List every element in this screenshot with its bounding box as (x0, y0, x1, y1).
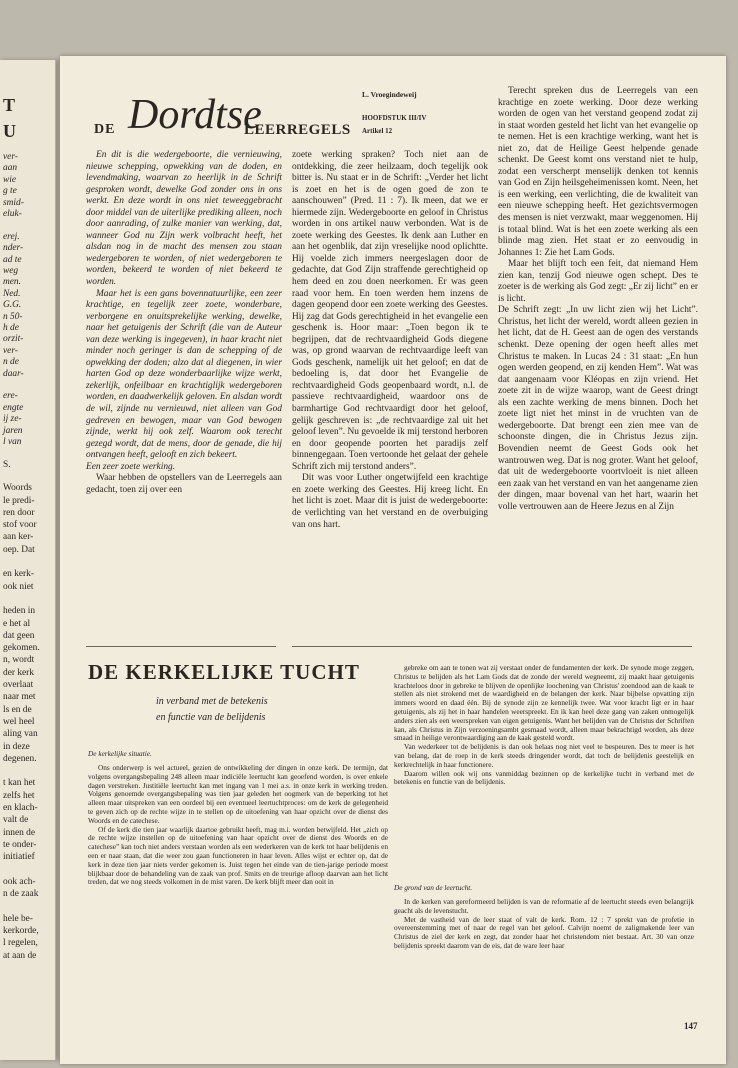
article1-col1 (86, 150, 282, 496)
prev-page-fragment: l regelen, (3, 938, 38, 949)
prev-page-fragment: ook niet (3, 581, 34, 592)
article1-col3 (498, 86, 698, 513)
prev-page-fragment: men. (3, 277, 21, 288)
article2-subtitle-1: in verband met de betekenis (156, 696, 268, 707)
prev-page-fragment: smid- (3, 197, 24, 208)
paragraph: Een zeer zoete werking. (86, 461, 176, 472)
prev-page-fragment: ver- (3, 152, 18, 162)
prev-page-fragment: jaren (3, 425, 23, 436)
paragraph: De Schrift zegt: „In uw licht zien wij het Licht”. Christus, het licht der wereld, wordt alleen gezien in het licht, dat de H. Geest aan de ogen des verstands schenkt. Deze opening der ogen heeft alles met Christus te maken. In Lucas 24 : 31 staat: „En hun ogen werden geopend, en zij kenden Hem”. Wat was dat aangenaam voor Kléopas en zijn vriend. Het zoete zit in de wijze waarop, want de Geest dringt als een zachte werking de mens binnen. Doch het zoete ligt niet het minst in de vruchten van de wedergeboorte. Dat brengt een zien mee van de schoonste dingen, die in Christus Jezus zijn. Bovendien neemt de Geest Gods ook het wantrouwen weg. Dat is nog groter. Want het geloof, dat uit de wedergeboorte voortvloeit is niet alleen een zaak van het verstand en van het aangename zien der dingen, maar bovenal van het hart, waarin het volle vertrouwen aan de Heere Jezus en al Zijn (498, 305, 698, 512)
divider-left (86, 646, 276, 647)
prev-page-fragment: Ned. (3, 288, 21, 299)
prev-page-fragment: le predi- (3, 495, 35, 506)
prev-page-fragment: initiatief (3, 852, 35, 863)
prev-page-fragment: n de zaak (3, 889, 39, 900)
prev-page-fragment: nder- (3, 243, 24, 254)
prev-page-fragment: l van (3, 437, 22, 447)
paragraph: Dit was voor Luther ongetwijfeld een krachtige en zoete werking des Geestes. Hij kreeg licht. En het licht is zoet. Maar dit is juist de wedergeboorte: de verlichting van het verstand en de overbuiging van ons hart. (292, 473, 488, 530)
prev-page-fragment: heden in (3, 606, 36, 617)
prev-page-fragment: te onder- (3, 839, 37, 850)
paragraph: gebreke om aan te tonen wat zij verstaat onder de fundamenten der kerk. De synode moge zeggen, Christus te belijden als het Lam Gods dat de zonde der wereld wegneemt, zij maakt haar getuigenis krachteloos door in gebreke te blijven de openlijke loochening van Christus' zoendood aan de kaak te stellen als niet strokend met de waardigheid en de belangen der kerk. Naar bijbelse opvatting zijn immers woord en daad één. Bij de synode zijn ze kennelijk twee. Wat voor kracht ligt er in haar getuigenis, als zij het in haar handelen weerspreekt. En ik kan heel deze gang van zaken onmogelijk anders zien als een weerspreken van eigen getuigenis. Want het belijden van de Christus der Schriften kan, als Christus in Zijn verzoeningsambt gesmaad wordt, alleen maar bekrachtigd worden, als deze smaad in heilige verontwaardiging aan de kaak gesteld wordt. (394, 663, 694, 743)
header-title-caps: LEERREGELS (244, 122, 351, 138)
prev-page-fragment: ook ach- (3, 876, 36, 887)
prev-page-fragment: ren door (3, 507, 35, 518)
article2-right-column (394, 664, 694, 787)
paragraph: Met de vastheid van de leer staat of valt de kerk. Rom. 12 : 7 sprekt van de profetie in overeenstemming met of naar de regel van het geloof. Calvijn noemt de zaligmakende leer van Christus de ziel der kerk en zegt, dat zonder haar het christendom niet bestaat. Art. 30 van onze belijdenis spreekt daarom van de eis, dat de ware leer haar (394, 914, 694, 950)
paragraph: Of de kerk die tien jaar waarlijk daartoe gebruikt heeft, mag m.i. worden betwijfeld. Het „zich op de rechte wijze instellen op de uitoefening van haar opzicht over de dienst des Woords en de catechese” kan toch niet anders verstaan worden als een wederkeren van de kerk tot haar belijdenis en een er naar staan, dat die weer zou gaan functioneren in haar leven. Alles wijst er echter op, dat de kerk in deze tien jaar niets verder gekomen is. Juist tegen het einde van de tien-jarige periode moest blijkbaar door de behandeling van de zaak van prof. Smits en de treurige afloop daarvan aan het licht treden, dat we nog steeds volkomen in de mist varen. De kerk blijft meer dan ooit in (88, 824, 388, 887)
prev-page-fragment: h de (3, 323, 19, 333)
prev-page-fragment: en kerk- (3, 569, 34, 580)
previous-page-edge (0, 60, 56, 1060)
header-title-script: Dordtse (128, 92, 262, 138)
prev-page-fragment: naar met (3, 692, 36, 703)
prev-page-fragment: wel heel (3, 716, 35, 727)
prev-page-fragment: at aan de (3, 950, 37, 961)
prev-page-fragment: innen de (3, 827, 36, 838)
prev-page-fragment: g te (3, 186, 17, 197)
prev-page-fragment: ad te (3, 254, 22, 265)
prev-page-fragment: orzit- (3, 334, 24, 345)
paragraph: Daarom willen ook wij ons vanmiddag bezinnen op de kerkelijke tucht in verband met de betekenis en functie van de belijdenis. (394, 768, 694, 787)
prev-page-fragment: in deze (3, 741, 30, 752)
article2-left-column (88, 764, 388, 887)
prev-page-fragment: n 50- (3, 311, 23, 322)
prev-page-fragment: ver- (3, 345, 18, 356)
prev-page-fragment: ij ze- (3, 414, 22, 425)
prev-page-fragment: en klach- (3, 803, 38, 813)
prev-page-fragment: hele be- (3, 913, 33, 924)
paragraph: Maar het blijft toch een feit, dat niemand Hem zien kan, tenzij God nieuwe ogen schept. Des te zoeter is de werking als God zegt: „Er zij licht” en er is licht. (498, 259, 698, 304)
paragraph: In de kerken van gereformeerd belijden is van de reformatie af de leertucht steeds even belangrijk geacht als de levenstucht. (394, 897, 694, 915)
prev-page-fragment: wie (3, 174, 17, 185)
prev-page-fragment: overlaat (3, 680, 34, 690)
prev-page-fragment: engte (3, 402, 24, 413)
article2-heading-grond: De grond van de leertucht. (394, 883, 473, 892)
prev-page-fragment: stof voor (3, 520, 37, 531)
prev-page-fragment: S. (3, 459, 11, 470)
prev-page-fragment: gekomen. (3, 643, 40, 654)
article2-title: DE KERKELIJKE TUCHT (88, 660, 360, 684)
prev-page-fragment: eluk- (3, 209, 22, 219)
article2-right-column-2 (394, 898, 694, 951)
header-author: L. Vroegindeweij (362, 90, 417, 99)
header-de: DE (94, 122, 116, 137)
prev-page-fragment: aan (3, 163, 18, 174)
article2-subtitle-2: en functie van de belijdenis (156, 712, 266, 723)
header-chapter: HOOFDSTUK III/IV (362, 114, 427, 122)
prev-page-fragment: ere- (3, 391, 18, 402)
prev-page-fragment: kerkorde, (3, 926, 39, 936)
prev-page-fragment: daar- (3, 368, 24, 379)
prev-page-fragment: erej. (3, 231, 20, 242)
prev-page-fragment: n de (3, 357, 19, 368)
paragraph: Ons onderwerp is wel actueel, gezien de ontwikkeling der dingen in onze kerk. De termijn, dat volgens overgangsbepaling 248 alleen maar indiciële leertucht kan geoefend worden, is over enkele dagen verstreken. Justitiële leertucht kan met ingang van 1 mei a.s. in onze kerk in werking treden. Volgens genoemde overgangsbepaling was tien jaar geleden het oogmerk van de beperking tot het alleen maar uitspreken van een oordeel bij een eventueel leertuchtproces: om de kerk de gelegenheid te geven zich op de rechte wijze in te stellen op de uitoefening van haar opzicht over de dienst des Woords en de catechese. (88, 763, 388, 825)
page-number: 147 (684, 1021, 698, 1031)
prev-page-fragment: valt de (3, 815, 29, 826)
prev-page-fragment: aan ker- (3, 532, 34, 543)
prev-page-fragment: aling van (3, 729, 38, 740)
page (60, 56, 726, 1064)
divider-right (292, 646, 692, 647)
prev-page-fragment: Woords (3, 483, 32, 494)
header-article: Artikel 12 (362, 127, 393, 135)
prev-page-fragment: T (3, 95, 16, 115)
prev-page-fragment: t kan het (3, 778, 36, 789)
prev-page-fragment: der kerk (3, 667, 34, 678)
prev-page-fragment: e het al (3, 618, 31, 629)
prev-page-fragment: zelfs het (3, 790, 35, 801)
prev-page-fragment: ls en de (3, 704, 32, 715)
article2-heading-situatie: De kerkelijke situatie. (88, 749, 152, 758)
prev-page-fragment: degenen. (3, 753, 37, 764)
paragraph: zoete werking spraken? Toch niet aan de ontdekking, die zeer heilzaam, doch tegelijk ook bitter is. Nu staat er in de Schrift: „Verder het licht is zoet en het is de ogen goed de zon te aanschouwen” (Pred. 11 : 7). Ik meen, dat we er hiermede zijn. Wedergeboorte en geloof in Christus worden in ons artikel nauw verbonden. Wat is de zoete werking des Geestes. Ik denk aan Luther en aan het ogenblik, dat zijn vreselijke nood oplichtte. Hij voelde zich immers neergeslagen door de gedachte, dat God Zijn straffende gerechtigheid op hem deed en zou doen neerkomen. Er was geen raad voor hem. En toen werden hem inzens de dagen geopend door een zoete werking des Geestes. Hij zag dat Gods gerechtigheid in het evangelie een geschenk is. Hoor maar: „Toen begon ik te begrijpen, dat de rechtvaardigheid Gods diegene was, op grond waarvan de rechtvaardige leeft van Gods geschenk, namelijk uit het geloof; en dat de bedoeling is, dat door het Evangelie de rechtvaardigheid Gods geopenbaard wordt, n.l. de passieve rechtvaardigheid, waardoor ons de barmhartige God rechtvaardigt door het geloof, gelijk geschreven is: „de rechtvaardige zal uit het geloof leven”. Nu gevoelde ik mij terstond herboren en door geopende poorten het paradijs zelf binnengegaan. Toen vertoonde het gelaat der gehele Schrift zich mij terstond anders”. (292, 150, 488, 472)
prev-page-fragment: weg (3, 266, 19, 276)
prev-page-fragment: oep. Dat (3, 544, 35, 555)
paragraph: Waar hebben de opstellers van de Leerregels aan gedacht, toen zij over een (86, 473, 282, 495)
prev-page-fragment: G.G. (3, 300, 22, 311)
prev-page-fragment: U (3, 121, 16, 141)
article1-col2 (292, 150, 488, 531)
paragraph: En dit is die wedergeboorte, die vernieuwing, nieuwe schepping, opwekking van de doden, en levendmaking, waarvan zo heerlijk in de Schrift gesproken wordt, dewelke God zonder ons in ons werkt. En deze wordt in ons niet teweeggebracht door middel van de uiterlijke prediking alleen, noch door aanrading, of zulke manier van werking, dat, wanneer God nu Zijn werk volbracht heeft, het alsdan nog in de macht des mensen zou staan wedergeboren te worden, of niet wedergeboren te worden, bekeerd te worden of niet bekeerd te worden. (86, 150, 282, 288)
paragraph: Van wederkeer tot de belijdenis is dan ook helaas nog niet veel te bespeuren. Des te meer is het van belang, dat de roep in de kerk steeds dringender wordt, dat toch de belijdenis geestelijk en kerkrechtelijk in haar functionere. (394, 742, 694, 769)
prev-page-fragment: n, wordt (3, 655, 35, 666)
paragraph: Maar het is een gans bovennatuurlijke, een zeer krachtige, en tegelijk zeer zoete, wonderbare, verborgene en onuitsprekelijke werking, dewelke, naar het getuigenis der Schrift (die van de Auteur van deze werking is ingegeven), in haar kracht niet minder noch geringer is dan de schepping of de opwekking der doden; alzo dat al diegenen, in wier harten God op deze wonderbaarlijke wijze werkt, zekerlijk, onfeilbaar en krachtiglijk wedergeboren worden, en daadwerkelijk geloven. En alsdan wordt de wil, zijnde nu vernieuwd, niet alleen van God gedreven en bewogen, maar van God bewogen zijnde, werkt hij ook zelf. Waarom ook terecht gezegd wordt, dat de mens, door de genade, die hij ontvangen heeft, gelooft en zich bekeert. (86, 288, 282, 461)
prev-page-fragment: dat geen (3, 630, 35, 641)
paragraph: Terecht spreken dus de Leerregels van een krachtige en zoete werking. Door deze werking worden de ogen van het verstand geopend zodat zij in staat worden gesteld het licht van het evangelie op te nemen. Het is een krachtige werking, want het is niet zo, dat de Heilige Geest helpende genade schenkt. De Geest komt ons verstand niet te hulp, zodat een verscherpt menselijk denken tot kennis van God en Zijn heilsgeheimenissen komt. Neen, het is een werking, een verlichting, die de kwaliteit van een nieuwe schepping heeft. Het gezichtsvermogen des mensen is niet verzwakt, maar weggenomen. Hij is totaal blind. Wat is het een zoete werking als een blinde mag zien. Het staat er zo eenvoudig in Johannes 1: Zie het Lam Gods. (498, 86, 698, 258)
